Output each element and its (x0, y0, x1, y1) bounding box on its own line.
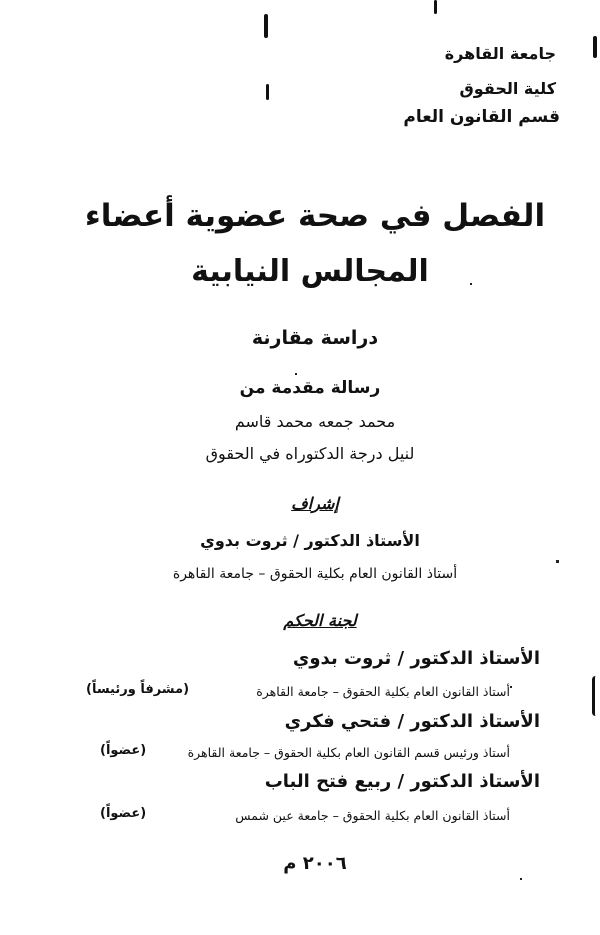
scan-speck (295, 373, 297, 375)
department-name: قسم القانون العام (403, 107, 560, 127)
supervision-heading: إشراف (291, 494, 339, 513)
committee-member-role: (مشرفاً ورئيساً) (86, 682, 190, 697)
thesis-subtitle: دراسة مقارنة (251, 327, 379, 349)
scan-speck (510, 686, 512, 688)
supervisor-name: الأستاذ الدكتور / ثروت بدوي (200, 531, 420, 550)
scan-mark (264, 14, 268, 38)
author-name: محمد جمعه محمد قاسم (234, 412, 396, 431)
committee-member-name: الأستاذ الدكتور / ربيع فتح الباب (264, 771, 540, 792)
committee-member-title: أستاذ القانون العام بكلية الحقوق – جامعة عين شمس (235, 808, 510, 823)
committee-member-title: أستاذ ورئيس قسم القانون العام بكلية الحقوق – جامعة القاهرة (187, 745, 510, 760)
scan-mark (434, 0, 437, 14)
faculty-name: كلية الحقوق (459, 79, 556, 98)
scan-speck (520, 878, 522, 880)
scan-mark (592, 676, 599, 716)
committee-member-role: (عضواً) (100, 806, 147, 821)
scan-mark (593, 36, 597, 58)
committee-member-role: (عضواً) (100, 743, 147, 758)
scan-mark (266, 84, 269, 100)
committee-heading: لجنة الحكم (283, 611, 357, 630)
thesis-title-line-1: الفصل في صحة عضوية أعضاء (84, 198, 546, 234)
committee-member-name: الأستاذ الدكتور / فتحي فكري (284, 711, 540, 732)
university-name: جامعة القاهرة (444, 44, 556, 63)
committee-member-title: أستاذ القانون العام بكلية الحقوق – جامعة القاهرة (256, 684, 510, 699)
supervisor-title: أستاذ القانون العام بكلية الحقوق – جامعة القاهرة (172, 566, 458, 582)
scan-speck (556, 560, 559, 563)
submission-year: ٢٠٠٦ م (283, 853, 347, 874)
degree-statement: لنيل درجة الدكتوراه في الحقوق (205, 444, 415, 463)
thesis-title-line-2: المجالس النيابية (191, 254, 429, 289)
submission-label: رسالة مقدمة من (239, 378, 381, 398)
committee-member-name: الأستاذ الدكتور / ثروت بدوي (292, 648, 540, 669)
